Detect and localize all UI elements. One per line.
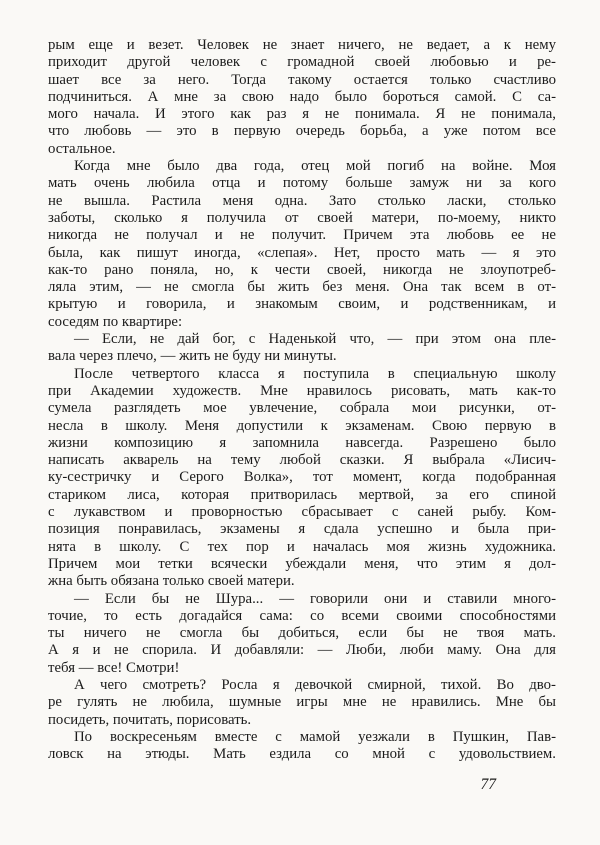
text-line: ляла этим, — не смогла бы жить без меня. Она так всем в от- — [48, 279, 556, 296]
text-line: как-то рано поняла, но, к чести своей, никогда не злоупотреб- — [48, 261, 556, 278]
page-number: 77 — [480, 776, 496, 793]
paragraph-continuation — [48, 37, 556, 158]
text-line: мого начала. И этого как раз я не понимала. Я не понимала, — [48, 106, 556, 123]
text-line: остальное. — [48, 140, 116, 157]
text-line: посидеть, почитать, порисовать. — [48, 711, 252, 728]
text-line: крытую и говорила, и знакомым своим, и родственникам, и — [48, 296, 556, 313]
text-line: стариком лиса, которая притворилась мертвой, за его спиной — [48, 486, 556, 503]
paragraph-quiet-girl — [48, 677, 556, 729]
text-line: По воскресеньям вместе с мамой уезжали в Пушкин, Пав- — [74, 728, 556, 745]
text-line: нята в школу. С тех пор и началась моя жизнь художника. — [48, 538, 556, 555]
text-line: — Если, не дай бог, с Наденькой что, — при этом она пле- — [74, 331, 556, 348]
text-line: что любовь — это в первую очередь борьба, а уже потом все — [48, 123, 556, 140]
text-line: была, как пишут иногда, «слепая». Нет, просто мать — я это — [48, 244, 556, 261]
text-line: написать акварель на тему любой сказки. Я выбрала «Лисич- — [48, 452, 556, 469]
text-line: ку-сестричку и Серого Волка», тот момент, когда подобранная — [48, 469, 556, 486]
text-line: приходит другой человек с громадной своей любовью и ре- — [48, 54, 556, 71]
text-line: никогда не получал и не получит. Причем эта любовь ее не — [48, 227, 556, 244]
text-line: сумела разглядеть мое увлечение, собрала мои рисунки, от- — [48, 400, 556, 417]
text-line: ты ничего не смогла бы добиться, если бы не твоя мать. — [48, 625, 556, 642]
text-line: Причем мои тетки всячески убеждали меня, что этим я дол- — [48, 555, 556, 572]
text-line: тебя — все! Смотри! — [48, 659, 180, 676]
text-block — [48, 37, 556, 763]
text-line: позиция понравилась, экзамены я сдала успешно и была при- — [48, 521, 556, 538]
text-line: — Если бы не Шура... — говорили они и ставили много- — [74, 590, 556, 607]
text-line: жна быть обязана только своей матери. — [48, 573, 295, 590]
text-line: не вышла. Растила меня одна. Зато столько ласки, столько — [48, 192, 556, 209]
text-line: Когда мне было два года, отец мой погиб на войне. Моя — [74, 158, 556, 175]
text-line: при Академии художеств. Мне нравилось рисовать, мать как-то — [48, 382, 556, 399]
text-line: заботы, сколько я получила от своей матери, по-моему, никто — [48, 209, 556, 226]
paragraph-sundays — [48, 729, 556, 764]
text-line: жизни композицию я запомнила навсегда. Разрешено было — [48, 434, 556, 451]
text-line: шает все за него. Тогда такому остается только счастливо — [48, 71, 556, 88]
text-line: ре гулять не любила, шумные игры мне не нравились. Мне бы — [48, 694, 556, 711]
text-line: ловск на этюды. Мать ездила со мной с удовольствием. — [48, 746, 556, 763]
text-line: вала через плечо, — жить не буду ни минуты. — [48, 348, 337, 365]
text-line: мать очень любила отца и потому больше замуж ни за кого — [48, 175, 556, 192]
text-line: После четвертого класса я поступила в специальную школу — [74, 365, 556, 382]
text-line: точие, то есть догадайся сама: со всеми своими способностями — [48, 607, 556, 624]
paragraph-art-school — [48, 366, 556, 591]
text-line: несла в школу. Меня допустили к экзаменам. Свою первую в — [48, 417, 556, 434]
text-line: с лукавством и проворностью сбрасывает с саней рыбу. Ком- — [48, 504, 556, 521]
paragraph-dialogue-aunts — [48, 591, 556, 677]
text-line: А я и не спорила. И добавляли: — Люби, люби маму. Она для — [48, 642, 556, 659]
paragraph-childhood — [48, 158, 556, 331]
text-line: подчиниться. А мне за свою надо было бороться самой. С са- — [48, 88, 556, 105]
paragraph-dialogue-mother — [48, 331, 556, 366]
text-line: А чего смотреть? Росла я девочкой смирной, тихой. Во дво- — [74, 676, 556, 693]
text-line: соседям по квартире: — [48, 313, 183, 330]
text-line: рым еще и везет. Человек не знает ничего, не ведает, а к нему — [48, 37, 556, 53]
